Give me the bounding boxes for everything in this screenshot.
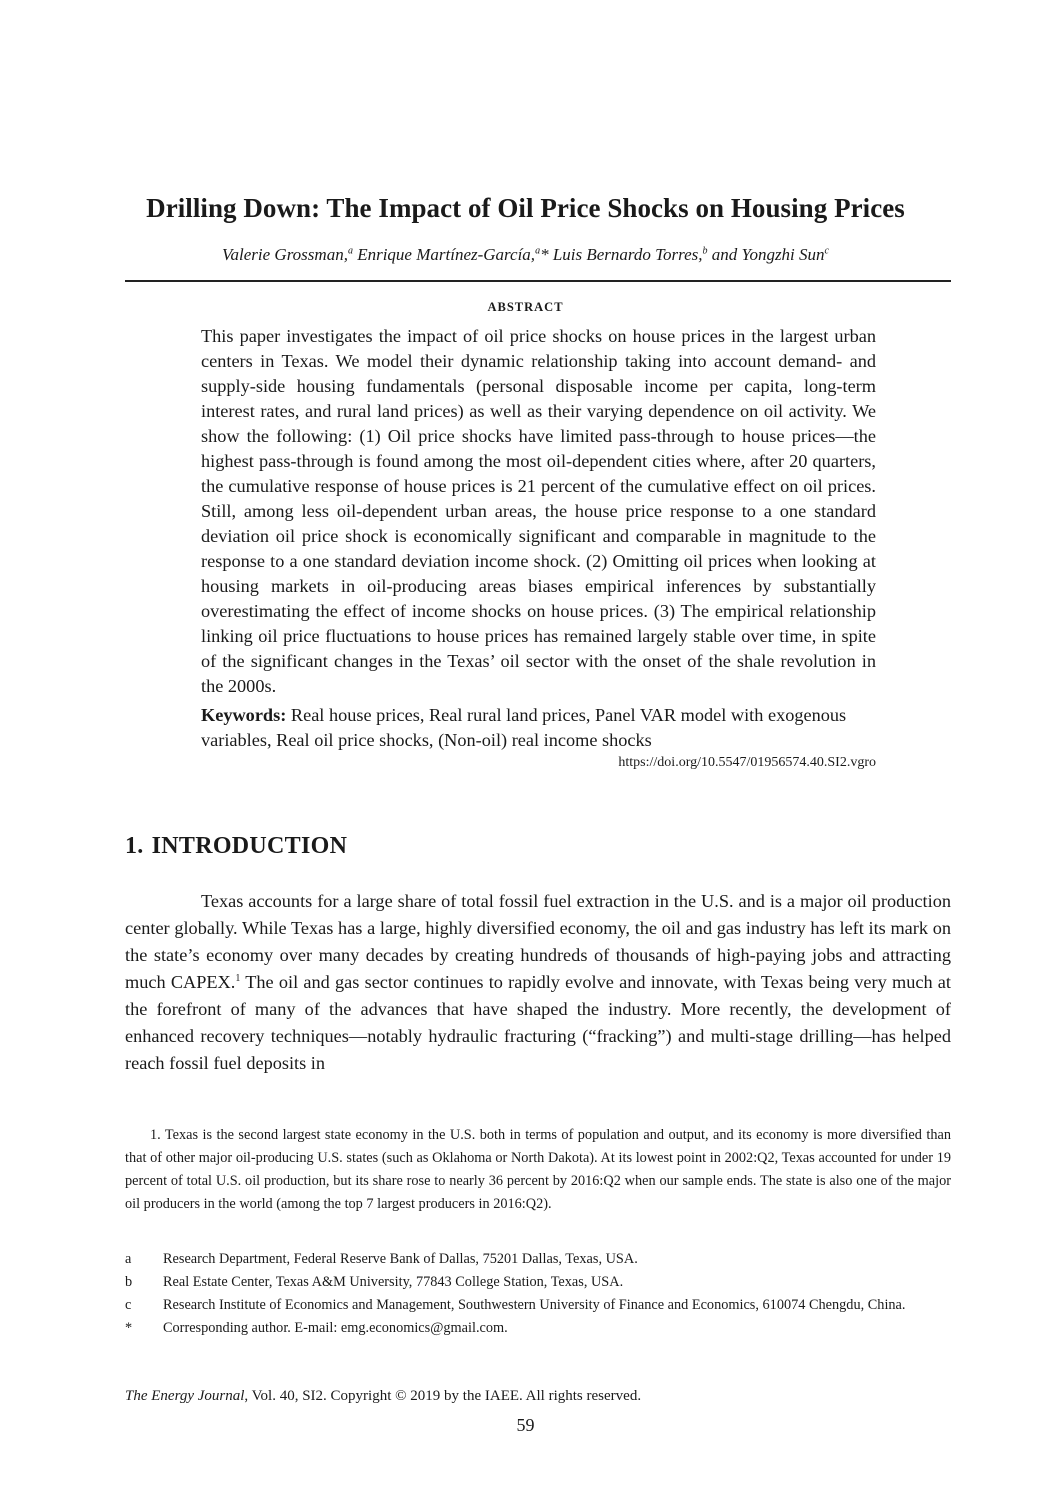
journal-name: The Energy Journal bbox=[125, 1388, 245, 1404]
affiliation-mark: c bbox=[824, 245, 829, 257]
doi-link[interactable]: https://doi.org/10.5547/01956574.40.SI2.vgro bbox=[618, 755, 876, 770]
affiliation-list bbox=[125, 1248, 951, 1340]
abstract bbox=[201, 324, 876, 773]
author: and Yongzhi Sun$^c$ bbox=[711, 245, 829, 264]
section-number: 1. bbox=[125, 833, 144, 859]
corresponding-author-email: Corresponding author. E-mail: emg.economics@gmail.com. bbox=[163, 1320, 508, 1336]
affiliation-mark: a bbox=[347, 245, 353, 257]
abstract-text: This paper investigates the impact of oil price shocks on house prices in the largest urban centers in Texas. We model their dynamic relationship taking into account demand- and supply-side housing fundamentals (personal disposable income per capita, long-term interest rates, and rural land prices) as well as their varying dependence on oil activity. We show the following: (1) Oil price shocks have limited pass-through to house prices—the highest pass-through is found among the most oil-dependent cities where, after 20 quarters, the cumulative response of house prices is 21 percent of the cumulative effect on oil prices. Still, among less oil-dependent urban areas, the house price response to a one standard deviation oil price shock is economically significant and comparable in magnitude to the response to a one standard deviation income shock. (2) Omitting oil prices when looking at housing markets in oil-producing areas biases empirical inferences by substantially overestimating the effect of income shocks on house prices. (3) The empirical relationship linking oil price fluctuations to house prices has remained largely stable over time, in spite of the significant changes in the Texas’ oil sector with the onset of the shale revolution in the 2000s. bbox=[201, 326, 876, 696]
journal-citation: The Energy Journal, Vol. 40, SI2. Copyright © 2019 by the IAEE. All rights reserved. bbox=[125, 1388, 642, 1404]
affiliation-item: c Research Institute of Economics and Management, Southwestern University of Finance and Economics, 610074 Chengdu, China. bbox=[125, 1297, 906, 1313]
page-number: 59 bbox=[516, 1415, 535, 1435]
section-title: INTRODUCTION bbox=[151, 833, 348, 859]
keywords-label: Keywords: bbox=[201, 705, 287, 725]
abstract-heading: ABSTRACT bbox=[487, 300, 564, 314]
affiliation-item: a Research Department, Federal Reserve Bank of Dallas, 75201 Dallas, Texas, USA. bbox=[125, 1251, 638, 1267]
affiliation-mark: a bbox=[535, 245, 541, 257]
author: Valerie Grossman,$^a$ bbox=[222, 245, 353, 264]
section-heading bbox=[125, 830, 355, 862]
affiliation-mark: b bbox=[702, 245, 708, 257]
keywords-text: Real house prices, Real rural land prices, Panel VAR model with exogenous variables, Real oil price shocks, (Non-oil) real income shocks bbox=[201, 705, 847, 750]
affiliation-item: * Corresponding author. E-mail: emg.economics@gmail.com. bbox=[125, 1317, 951, 1339]
title-divider bbox=[125, 280, 951, 282]
keywords bbox=[201, 703, 876, 753]
author: Enrique Martínez-García,$^a$* bbox=[357, 245, 553, 264]
paper-title: Drilling Down: The Impact of Oil Price Shocks on Housing Prices bbox=[146, 193, 905, 224]
author-list bbox=[0, 241, 1051, 269]
body-paragraph: Texas accounts for a large share of total fossil fuel extraction in the U.S. and is a major oil production center globally. While Texas has a large, highly diversified economy, the oil and gas industry has left its mark on the state’s economy over many decades by creating hundreds of thousands of high-paying jobs and attracting much CAPEX.$^1$ The oil and gas sector continues to rapidly evolve and innovate, with Texas being very much at the forefront of many of the advances that have shaped the industry. More recently, the development of enhanced recovery techniques—notably hydraulic fracturing (“fracking”) and multi-stage drilling—has helped reach fossil fuel deposits in bbox=[125, 891, 951, 1073]
footnote: 1. Texas is the second largest state economy in the U.S. both in terms of population and output, and its economy is more diversified than that of other major oil-producing U.S. states (such as Oklahoma or North Dakota). At its lowest point in 2002:Q2, Texas accounted for under 19 percent of total U.S. oil production, but its share rose to nearly 36 percent by 2016:Q2 when our sample ends. The state is also one of the major oil producers in the world (among the top 7 largest producers in 2016:Q2). bbox=[125, 1127, 951, 1212]
author: Luis Bernardo Torres,$^b$ bbox=[552, 245, 708, 264]
affiliation-item: b Real Estate Center, Texas A&M University, 77843 College Station, Texas, USA. bbox=[125, 1274, 624, 1290]
footnote-reference[interactable]: 1 bbox=[235, 972, 241, 984]
